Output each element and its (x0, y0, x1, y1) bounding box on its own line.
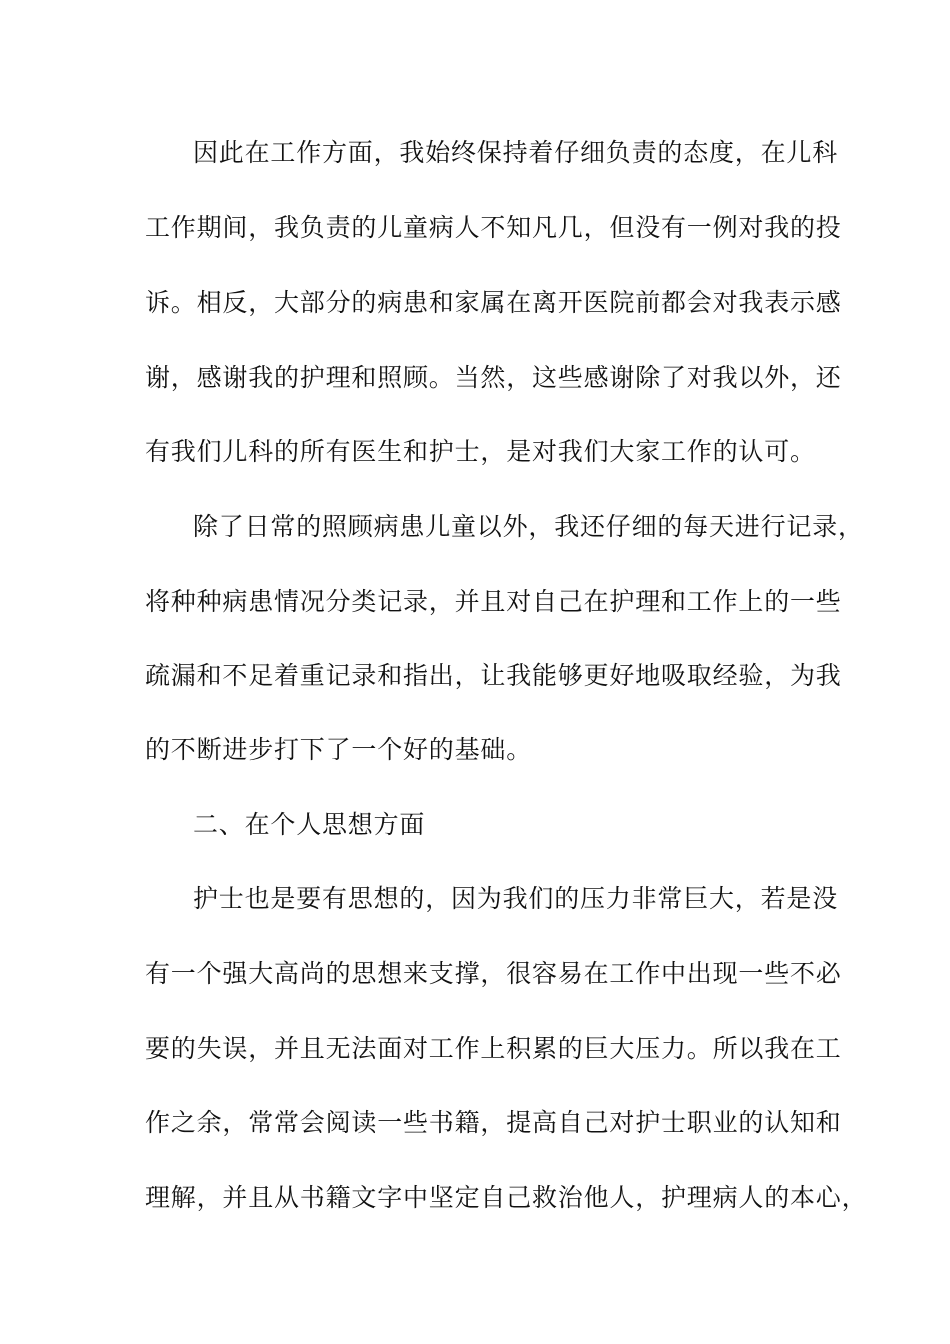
paragraph-line: 工作期间，我负责的儿童病人不知凡几，但没有一例对我的投 (145, 213, 842, 242)
paragraph-line: 除了日常的照顾病患儿童以外，我还仔细的每天进行记录， (193, 512, 864, 541)
paragraph-line: 将种种病患情况分类记录，并且对自己在护理和工作上的一些 (145, 587, 842, 616)
paragraph-line: 有我们儿科的所有医生和护士，是对我们大家工作的认可。 (145, 437, 816, 466)
paragraph-line: 作之余，常常会阅读一些书籍，提高自己对护士职业的认知和 (145, 1108, 842, 1137)
paragraph-line: 有一个强大高尚的思想来支撑，很容易在工作中出现一些不必 (145, 959, 842, 988)
paragraph-line: 谢，感谢我的护理和照顾。当然，这些感谢除了对我以外，还 (145, 363, 842, 392)
paragraph-line: 要的失误，并且无法面对工作上积累的巨大压力。所以我在工 (145, 1034, 842, 1063)
paragraph-line: 的不断进步打下了一个好的基础。 (145, 735, 533, 764)
paragraph-line: 因此在工作方面，我始终保持着仔细负责的态度，在儿科 (193, 138, 839, 167)
paragraph-line: 护士也是要有思想的，因为我们的压力非常巨大，若是没 (193, 884, 839, 913)
paragraph-line: 诉。相反，大部分的病患和家属在离开医院前都会对我表示感 (145, 288, 842, 317)
paragraph-line: 理解，并且从书籍文字中坚定自己救治他人，护理病人的本心， (145, 1183, 868, 1212)
paragraph-line: 疏漏和不足着重记录和指出，让我能够更好地吸取经验，为我 (145, 661, 842, 690)
section-heading: 二、在个人思想方面 (193, 810, 426, 839)
